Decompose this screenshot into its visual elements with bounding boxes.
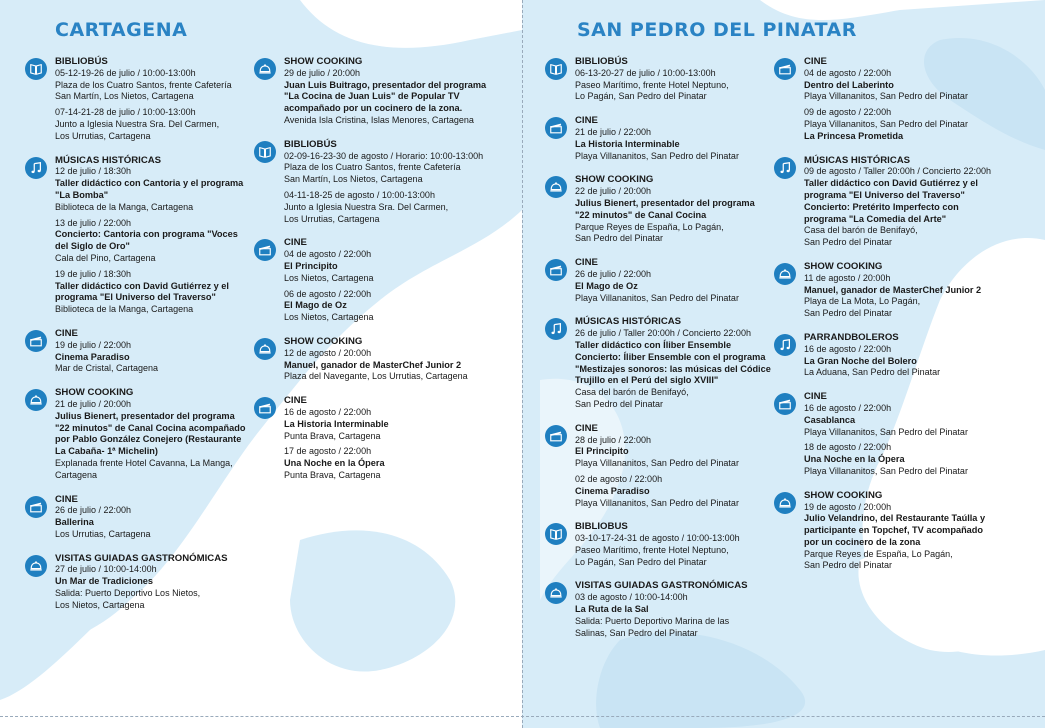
clapperboard-icon: [774, 58, 796, 80]
event-title: Taller didáctico con David Gutiérrez y el: [804, 178, 978, 189]
event-title: Una Noche en la Ópera: [284, 458, 385, 469]
event-category: CINE: [575, 257, 598, 269]
event-detail: San Martín, Los Nietos, Cartagena: [55, 91, 194, 102]
event-block: [545, 580, 770, 639]
event-block: [25, 155, 255, 316]
event-detail: Los Urrutias, Cartagena: [55, 130, 151, 141]
event-block: [545, 115, 770, 162]
event-category: CINE: [284, 395, 307, 407]
event-detail: Los Nietos, Cartagena: [284, 312, 374, 323]
event-title: Taller didáctico con Cantoria y el programa: [55, 178, 244, 189]
event-block: [774, 332, 1019, 379]
event-title: Julio Velandrino, del Restaurante Taúlla y: [804, 513, 986, 524]
event-detail: Plaza de los Cuatro Santos, frente Cafetería: [284, 162, 461, 173]
event-detail: 18 de agosto / 22:00h: [804, 442, 892, 453]
event-title: "Mestizajes sonoros: las músicas del Códice: [575, 363, 771, 374]
event-block: [545, 174, 770, 245]
event-detail: 09 de agosto / Taller 20:00h / Concierto 22:00h: [804, 166, 991, 177]
event-block: [545, 257, 770, 304]
event-title: Cinema Paradiso: [575, 485, 650, 496]
event-detail: Explanada frente Hotel Cavanna, La Manga,: [55, 457, 233, 468]
event-title: por un cocinero de la zona: [804, 536, 921, 547]
event-detail: Plaza del Navegante, Los Urrutias, Cartagena: [284, 371, 468, 382]
event-detail: 27 de julio / 10:00-14:00h: [55, 564, 157, 575]
event-block: [254, 336, 494, 383]
event-title: Manuel, ganador de MasterChef Junior 2: [284, 359, 462, 370]
event-title: programa "El Universo del Traverso": [804, 189, 965, 200]
event-block: [25, 494, 255, 541]
cut-line: [0, 716, 1045, 717]
event-title: El Mago de Oz: [284, 300, 347, 311]
event-detail: 19 de agosto / 20:00h: [804, 501, 892, 512]
event-detail: 26 de julio / 22:00h: [575, 268, 652, 279]
event-detail: Playa Villananitos, San Pedro del Pinatar: [804, 91, 968, 102]
event-detail: Cartagena: [55, 469, 98, 480]
event-title: "22 minutos" de Canal Cocina acompañado: [55, 422, 246, 433]
event-detail: Salinas, San Pedro del Pinatar: [575, 627, 698, 638]
event-detail: Playa de La Mota, Lo Pagán,: [804, 296, 921, 307]
event-category: MÚSICAS HISTÓRICAS: [804, 154, 911, 166]
event-detail: Parque Reyes de España, Lo Pagán,: [575, 221, 724, 232]
event-detail: 26 de julio / 22:00h: [55, 505, 132, 516]
event-block: [545, 316, 770, 410]
event-detail: Junto a Iglesia Nuestra Sra. Del Carmen,: [55, 118, 220, 129]
event-detail: San Pedro del Pinatar: [804, 560, 893, 571]
event-detail: 12 de agosto / 20:00h: [284, 347, 372, 358]
event-detail: 11 de agosto / 20:00h: [804, 272, 891, 283]
event-detail: 16 de agosto / 22:00h: [804, 402, 892, 413]
music-note-icon: [774, 334, 796, 356]
event-title: Trujillo en el Perú del siglo XVIII": [575, 375, 719, 386]
event-category: VISITAS GUIADAS GASTRONÓMICAS: [55, 552, 228, 564]
event-title: Un Mar de Tradiciones: [55, 576, 154, 587]
event-title: programa "El Universo del Traverso": [55, 292, 216, 303]
clapperboard-icon: [254, 239, 276, 261]
event-detail: Los Urrutias, Cartagena: [55, 528, 151, 539]
event-title: del Siglo de Oro": [55, 241, 130, 252]
event-block: [25, 387, 255, 481]
event-detail: 04 de agosto / 22:00h: [804, 67, 892, 78]
music-note-icon: [25, 157, 47, 179]
cartagena-column-1: [25, 56, 255, 624]
event-detail: Salida: Puerto Deportivo Los Nietos,: [55, 588, 201, 599]
event-title: participante en Topchef, TV acompañado: [804, 525, 984, 536]
event-category: CINE: [804, 56, 827, 67]
event-category: SHOW COOKING: [804, 260, 883, 272]
event-category: CINE: [55, 327, 78, 339]
event-title: por Pablo González Conejero (Restaurante: [55, 434, 242, 445]
event-detail: 06 de agosto / 22:00h: [284, 288, 372, 299]
cloche-icon: [545, 176, 567, 198]
event-detail: Avenida Isla Cristina, Islas Menores, Cartagena: [284, 114, 474, 125]
event-detail: 03-10-17-24-31 de agosto / 10:00-13:00h: [575, 533, 740, 544]
event-title: Taller didáctico con David Gutiérrez y el: [55, 280, 229, 291]
event-category: MÚSICAS HISTÓRICAS: [575, 316, 682, 328]
event-category: BIBLIOBÚS: [55, 56, 108, 67]
event-category: BIBLIOBUS: [575, 521, 628, 533]
event-category: CINE: [575, 115, 598, 127]
page-title-cartagena: CARTAGENA: [55, 19, 188, 41]
event-detail: 09 de agosto / 22:00h: [804, 107, 892, 118]
event-detail: 21 de julio / 20:00h: [55, 398, 132, 409]
san-pedro-column-2: [774, 56, 1019, 584]
event-category: PARRANDBOLEROS: [804, 331, 899, 343]
event-detail: San Pedro del Pinatar: [575, 233, 664, 244]
event-title: Una Noche en la Ópera: [804, 454, 905, 465]
event-block: [25, 328, 255, 375]
event-detail: 19 de julio / 18:30h: [55, 268, 132, 279]
event-title: La Historia Interminable: [575, 138, 680, 149]
event-detail: 16 de agosto / 22:00h: [804, 343, 892, 354]
event-detail: 02 de agosto / 22:00h: [575, 473, 663, 484]
book-icon: [254, 141, 276, 163]
event-detail: Punta Brava, Cartagena: [284, 469, 381, 480]
event-detail: 29 de julio / 20:00h: [284, 67, 361, 78]
event-category: MÚSICAS HISTÓRICAS: [55, 154, 162, 166]
event-title: La Princesa Prometida: [804, 130, 904, 141]
event-category: SHOW COOKING: [55, 387, 134, 399]
event-category: CINE: [575, 422, 598, 434]
event-detail: Junto a Iglesia Nuestra Sra. Del Carmen,: [284, 201, 449, 212]
music-note-icon: [774, 157, 796, 179]
event-block: [774, 261, 1019, 320]
event-title: "La Bomba": [55, 189, 109, 200]
event-title: "22 minutos" de Canal Cocina: [575, 209, 707, 220]
event-detail: 17 de agosto / 22:00h: [284, 446, 372, 457]
event-detail: Playa Villananitos, San Pedro del Pinatar: [575, 292, 739, 303]
event-title: La Gran Noche del Bolero: [804, 355, 917, 366]
event-category: VISITAS GUIADAS GASTRONÓMICAS: [575, 580, 748, 592]
clapperboard-icon: [545, 259, 567, 281]
event-block: [254, 237, 494, 324]
event-block: [774, 56, 1019, 143]
event-block: [254, 56, 494, 127]
clapperboard-icon: [545, 117, 567, 139]
clapperboard-icon: [545, 425, 567, 447]
event-category: BIBLIOBÚS: [575, 56, 628, 67]
event-title: Concierto: Cantoria con programa "Voces: [55, 229, 238, 240]
event-block: [254, 395, 494, 482]
event-detail: Cala del Pino, Cartagena: [55, 252, 156, 263]
event-detail: 12 de julio / 18:30h: [55, 166, 132, 177]
event-detail: Playa Villananitos, San Pedro del Pinatar: [575, 150, 739, 161]
cloche-icon: [25, 555, 47, 577]
event-detail: Plaza de los Cuatro Santos, frente Cafetería: [55, 79, 232, 90]
event-category: CINE: [804, 391, 827, 403]
clapperboard-icon: [254, 397, 276, 419]
event-detail: Salida: Puerto Deportivo Marina de las: [575, 615, 730, 626]
book-icon: [545, 58, 567, 80]
event-detail: Los Nietos, Cartagena: [55, 599, 145, 610]
event-detail: 06-13-20-27 de julio / 10:00-13:00h: [575, 67, 716, 78]
event-title: Dentro del Laberinto: [804, 79, 894, 90]
event-category: SHOW COOKING: [284, 56, 363, 67]
event-detail: Los Nietos, Cartagena: [284, 272, 374, 283]
cloche-icon: [774, 492, 796, 514]
event-title: acompañado por un cocinero de la zona.: [284, 103, 463, 114]
event-detail: Mar de Cristal, Cartagena: [55, 363, 159, 374]
event-detail: San Pedro del Pinatar: [804, 237, 893, 248]
cloche-icon: [254, 338, 276, 360]
event-category: BIBLIOBÚS: [284, 138, 337, 150]
event-category: CINE: [284, 237, 307, 249]
event-detail: 02-09-16-23-30 de agosto / Horario: 10:00-13:00h: [284, 150, 484, 161]
event-detail: 13 de julio / 22:00h: [55, 217, 132, 228]
event-detail: Casa del barón de Benifayó,: [804, 225, 918, 236]
event-detail: San Martín, Los Nietos, Cartagena: [284, 174, 423, 185]
event-detail: 22 de julio / 20:00h: [575, 186, 652, 197]
event-detail: 05-12-19-26 de julio / 10:00-13:00h: [55, 67, 196, 78]
event-detail: Playa Villananitos, San Pedro del Pinatar: [804, 426, 968, 437]
event-title: La Cabaña- 1ª Michelin): [55, 446, 158, 457]
event-category: SHOW COOKING: [284, 335, 363, 347]
san-pedro-column-1: [545, 56, 770, 651]
event-detail: Punta Brava, Cartagena: [284, 430, 381, 441]
event-block: [545, 521, 770, 568]
event-detail: Playa Villananitos, San Pedro del Pinatar: [575, 497, 739, 508]
music-note-icon: [545, 318, 567, 340]
event-block: [774, 391, 1019, 478]
event-category: SHOW COOKING: [804, 489, 883, 501]
event-detail: Casa del barón de Benifayó,: [575, 387, 689, 398]
event-detail: San Pedro del Pinatar: [804, 308, 893, 319]
event-title: programa "La Comedia del Arte": [804, 213, 947, 224]
event-title: Julius Bienert, presentador del programa: [55, 410, 235, 421]
event-detail: Playa Villananitos, San Pedro del Pinatar: [804, 465, 968, 476]
event-detail: Biblioteca de la Manga, Cartagena: [55, 304, 194, 315]
cloche-icon: [254, 58, 276, 80]
event-title: El Principito: [284, 260, 338, 271]
event-detail: Los Urrutias, Cartagena: [284, 213, 380, 224]
event-title: Cinema Paradiso: [55, 351, 130, 362]
event-title: El Principito: [575, 446, 629, 457]
page-title-san-pedro: SAN PEDRO DEL PINATAR: [577, 19, 857, 41]
event-detail: 21 de julio / 22:00h: [575, 126, 652, 137]
event-block: [254, 139, 494, 226]
event-title: La Ruta de la Sal: [575, 604, 649, 615]
event-title: La Historia Interminable: [284, 418, 389, 429]
event-detail: Parque Reyes de España, Lo Pagán,: [804, 548, 953, 559]
clapperboard-icon: [25, 330, 47, 352]
event-detail: 19 de julio / 22:00h: [55, 339, 132, 350]
event-title: Concierto: Pretérito Imperfecto con: [804, 201, 959, 212]
event-block: [25, 56, 255, 143]
event-detail: 04 de agosto / 22:00h: [284, 249, 372, 260]
event-title: "La Cocina de Juan Luis" de Popular TV: [284, 91, 460, 102]
event-block: [774, 155, 1019, 249]
cloche-icon: [545, 582, 567, 604]
event-detail: Playa Villananitos, San Pedro del Pinatar: [804, 118, 968, 129]
event-detail: 07-14-21-28 de julio / 10:00-13:00h: [55, 107, 196, 118]
event-title: Taller didáctico con Íliber Ensemble: [575, 339, 732, 350]
event-detail: Lo Pagán, San Pedro del Pinatar: [575, 556, 707, 567]
event-title: Manuel, ganador de MasterChef Junior 2: [804, 284, 982, 295]
event-title: Julius Bienert, presentador del programa: [575, 197, 755, 208]
event-title: Casablanca: [804, 414, 856, 425]
event-block: [545, 56, 770, 103]
event-detail: Lo Pagán, San Pedro del Pinatar: [575, 91, 707, 102]
event-detail: 28 de julio / 22:00h: [575, 434, 652, 445]
event-title: Concierto: Íliber Ensemble con el programa: [575, 351, 766, 362]
cartagena-column-2: [254, 56, 494, 494]
book-icon: [25, 58, 47, 80]
clapperboard-icon: [774, 393, 796, 415]
event-block: [25, 553, 255, 612]
event-block: [545, 423, 770, 510]
page-fold-line: [522, 0, 523, 728]
event-detail: San Pedro del Pinatar: [575, 398, 664, 409]
event-detail: 26 de julio / Taller 20:00h / Concierto 22:00h: [575, 328, 751, 339]
event-title: El Mago de Oz: [575, 280, 638, 291]
event-detail: 04-11-18-25 de agosto / 10:00-13:00h: [284, 189, 435, 200]
event-detail: Paseo Marítimo, frente Hotel Neptuno,: [575, 544, 729, 555]
event-detail: Playa Villananitos, San Pedro del Pinatar: [575, 458, 739, 469]
event-detail: Biblioteca de la Manga, Cartagena: [55, 201, 194, 212]
event-detail: Paseo Marítimo, frente Hotel Neptuno,: [575, 79, 729, 90]
cloche-icon: [774, 263, 796, 285]
event-category: CINE: [55, 493, 78, 505]
event-detail: La Aduana, San Pedro del Pinatar: [804, 367, 941, 378]
event-title: Juan Luis Buitrago, presentador del programa: [284, 79, 487, 90]
cloche-icon: [25, 389, 47, 411]
event-detail: 16 de agosto / 22:00h: [284, 406, 372, 417]
event-block: [774, 490, 1019, 573]
event-title: Ballerina: [55, 517, 94, 528]
book-icon: [545, 523, 567, 545]
event-category: SHOW COOKING: [575, 174, 654, 186]
clapperboard-icon: [25, 496, 47, 518]
event-detail: 03 de agosto / 10:00-14:00h: [575, 592, 688, 603]
